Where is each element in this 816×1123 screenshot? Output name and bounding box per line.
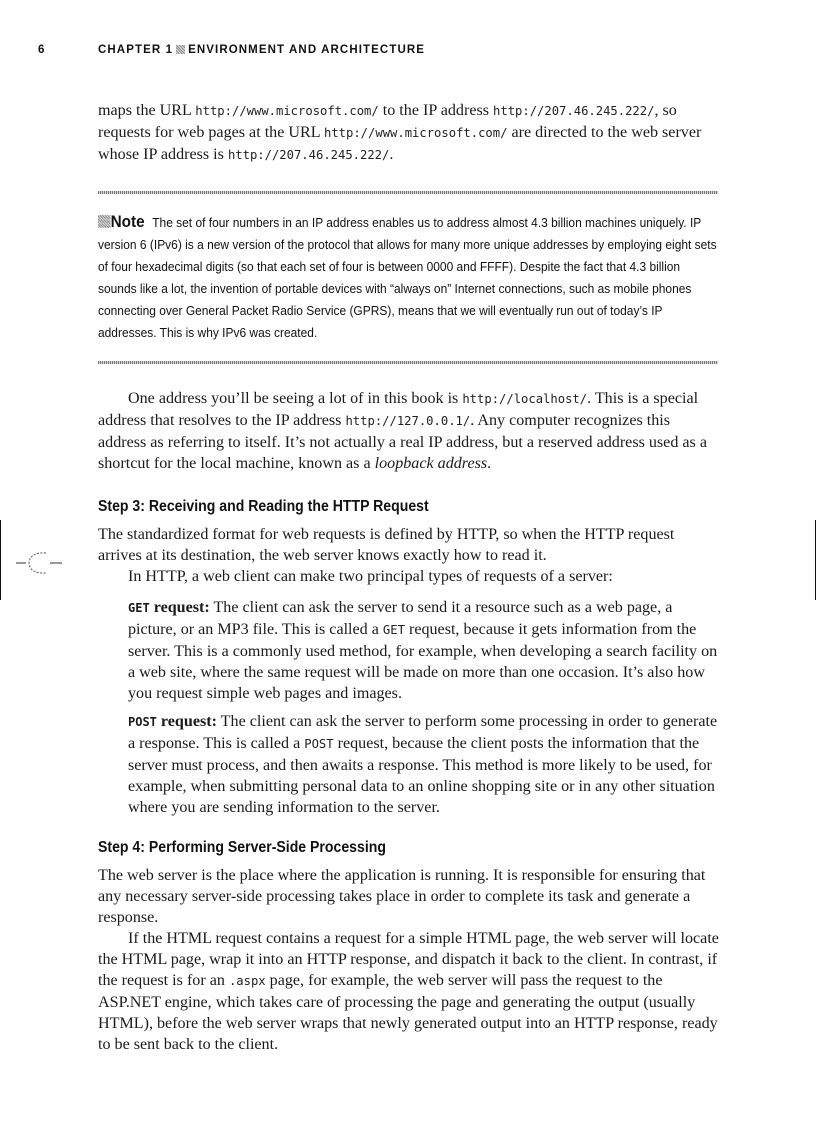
note-label: Note [110, 212, 145, 231]
code-ip: http://207.46.245.222/ [493, 104, 655, 118]
code-post: POST [128, 715, 157, 729]
chapter-label: CHAPTER 1 [98, 44, 174, 56]
emphasis-term: loopback address [374, 455, 488, 472]
term-label: request: [156, 713, 217, 730]
section-label: ENVIRONMENT AND ARCHITECTURE [188, 44, 426, 56]
definition-post-request [128, 711, 722, 818]
crop-mark-left [0, 520, 1, 600]
text-run: The client can ask the server to perform some processing in order to generate a response. This is called a [128, 713, 718, 752]
text-run: . Any computer recognizes this address as referring to itself. It’s not actually a real IP address, but a reserved address used as a shortcut for the local machine, known as a [98, 412, 707, 472]
paragraph-request-types [98, 566, 720, 587]
text-run: In HTTP, a web client can make two principal types of requests of a server: [128, 568, 613, 585]
term-get [128, 599, 210, 616]
code-aspx: .aspx [228, 974, 266, 988]
chapter-title [98, 44, 425, 56]
text-run: One address you’ll be seeing a lot of in this book is [128, 390, 463, 407]
paragraph-web-server [98, 865, 720, 928]
note-top-rule [98, 191, 718, 194]
code-url: http://www.microsoft.com/ [195, 104, 379, 118]
page-number: 6 [38, 44, 46, 56]
text-run: If the HTML request contains a request for a simple HTML page, the web server will locate the HTML page, wrap it into an HTTP response, and dispatch it back to the client. In contrast, if the request is for an [98, 930, 719, 989]
text-run: The client can ask the server to send it a resource such as a web page, a picture, or an MP3 file. This is called a [128, 599, 673, 638]
code-get: GET [382, 623, 405, 637]
note-square-icon [98, 215, 111, 228]
text-run: . [487, 455, 492, 472]
square-bullet-icon [176, 45, 185, 54]
paragraph-localhost [98, 388, 720, 474]
code-loopback-ip: http://127.0.0.1/ [345, 414, 471, 428]
note-text [98, 211, 719, 344]
paragraph-aspx-processing [98, 928, 720, 1055]
registration-mark-icon [16, 549, 64, 579]
section-heading-step4: Step 4: Performing Server-Side Processing [98, 839, 386, 856]
section-heading-step3: Step 3: Receiving and Reading the HTTP Request [98, 498, 429, 515]
note-bottom-rule [98, 361, 718, 364]
definition-get-request [128, 597, 722, 704]
text-run: are directed to the web server whose IP address is [98, 124, 702, 163]
note-box [98, 191, 718, 364]
term-label: request: [149, 599, 210, 616]
paragraph-http-format [98, 524, 720, 566]
text-run: The web server is the place where the application is running. It is responsible for ensuring that any necessary server-side processing takes place in order to complete its task and generate a response. [98, 867, 706, 926]
text-run: The standardized format for web requests is defined by HTTP, so when the HTTP request arrives at its destination, the web server knows exactly how to read it. [98, 526, 675, 564]
code-post: POST [304, 737, 334, 751]
text-run: page, for example, the web server will pass the request to the ASP.NET engine, which takes care of processing the page and generating the output (usually HTML), before the web server wraps that newly generated output into an HTTP response, ready to be sent back to the client. [98, 972, 718, 1053]
text-run: , so requests for web pages at the URL [98, 102, 677, 141]
code-get: GET [128, 601, 150, 615]
text-run: request, because the client posts the information that the server must process, and then awaits a response. This method is more likely to be used, for example, when submitting personal data to an online shopping site or in any other situation where you are sending information to the server. [128, 735, 715, 816]
text-run: to the IP address [378, 102, 494, 119]
code-url: http://www.microsoft.com/ [324, 126, 508, 140]
term-post [128, 713, 217, 730]
paragraph-url-mapping [98, 100, 720, 166]
code-localhost: http://localhost/ [462, 392, 588, 406]
text-run: . [389, 146, 394, 163]
text-run: maps the URL [98, 102, 196, 119]
note-body: The set of four numbers in an IP address enables us to address almost 4.3 billion machines uniquely. IP version 6 (IPv6) is a new version of the protocol that allows for many more unique addresses by employing eight sets of four hexadecimal digits (so that each set of four is between 0000 and FFFF). Despite the fact that 4.3 billion sounds like a lot, the invention of portable devices with “always on” Internet connections, such as mobile phones connecting over General Packet Radio Service (GPRS), means that we will eventually run out of today’s IP addresses. This is why IPv6 was created. [98, 215, 717, 340]
code-ip: http://207.46.245.222/ [227, 148, 390, 162]
text-run: . This is a special address that resolves to the IP address [98, 390, 699, 429]
text-run: request, because it gets information from the server. This is a commonly used method, for example, when developing a search facility on a web site, where the same request will be made on more than one occasion. It’s also how you request simple web pages and images. [128, 621, 718, 702]
